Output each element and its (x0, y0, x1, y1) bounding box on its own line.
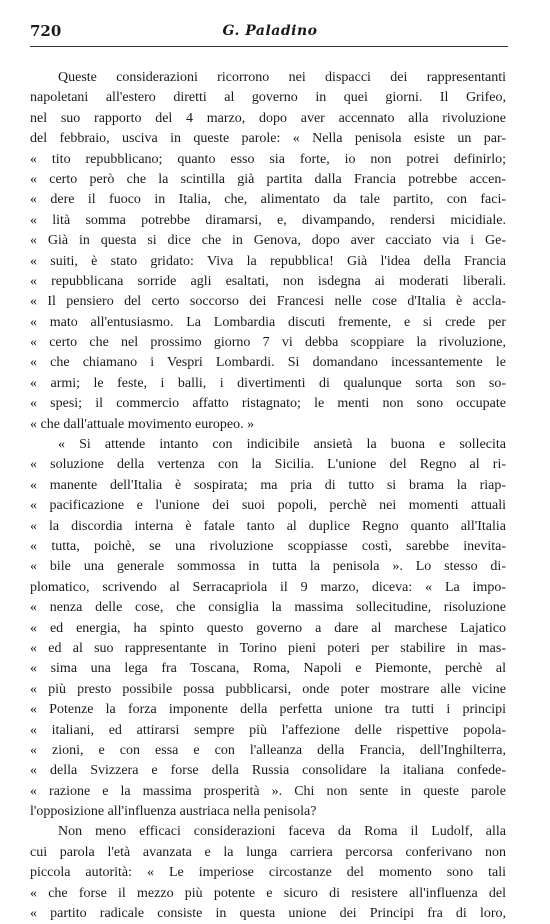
text-line: « italiani, ed attirarsi sempre più l'affezione delle rispettive popola- (30, 722, 506, 738)
text-line: del febbraio, usciva in queste parole: « Nella penisola esiste un par- (30, 131, 506, 147)
text-line: « manente dell'Italia è sospirata; ma pria di tutto si brama la riap- (30, 477, 506, 493)
text-line: « dere il fuoco in Italia, che, alimentato da tale partito, con faci- (30, 192, 506, 208)
text-line: plomatico, scrivendo al Serracapriola il 9 marzo, diceva: « La impo- (30, 579, 506, 595)
text-line: « lità somma potrebbe diramarsi, e, divampando, rendersi micidiale. (30, 212, 506, 228)
text-line: l'opposizione all'influenza austriaca nella penisola? (30, 804, 317, 820)
text-line: « tito repubblicano; quanto esso sia forte, io non potrei definirlo; (30, 151, 506, 167)
text-line: « Il pensiero del certo soccorso dei Francesi nelle cose d'Italia è accla- (30, 294, 506, 310)
text-line: « mato all'entusiasmo. La Lombardia discuti fremente, e si crede per (30, 314, 506, 330)
page-header (30, 22, 510, 44)
text-line: « razione e la massima prosperità ». Chi non sente in queste parole (30, 783, 506, 799)
text-line: « certo che nel prossimo giorno 7 vi debba scoppiare la rivoluzione, (30, 335, 506, 351)
text-line: « pacificazione e l'unione dei suoi popoli, perchè nei momenti attuali (30, 498, 506, 514)
text-line: cui parola l'età avanzata e la lunga carriera percorsa conferivano non (30, 844, 506, 860)
text-line: napoletani all'estero diretti al governo in quei giorni. Il Grifeo, (30, 90, 506, 106)
text-line: Queste considerazioni ricorrono nei dispacci dei rappresentanti (58, 70, 506, 85)
text-line: « bile una generale sommossa in tutta la penisola ». Lo stesso di- (30, 559, 506, 575)
text-line: « che dall'attuale movimento europeo. » (30, 416, 255, 432)
text-line: « ed al suo rappresentante in Torino pieni poteri per stabilire in mas- (30, 640, 506, 656)
text-line: « Potenze la forza imponente della perfetta unione tra tutti i principi (30, 702, 506, 718)
text-line: « zioni, e con essa e con l'alleanza della Francia, dell'Inghilterra, (30, 742, 506, 758)
text-line: « Si attende intanto con indicibile ansietà la buona e sollecita (58, 437, 506, 453)
text-line: « partito radicale consiste in questa unione dei Principi fra di loro, (30, 906, 506, 922)
text-line: « suiti, è stato gridato: Viva la repubblica! Già l'idea della Francia (30, 253, 506, 269)
text-line: « che forse il mezzo più potente e sicuro di resistere all'influenza del (30, 885, 506, 901)
text-line: « che chiamano i Vespri Lombardi. Si domandano incessantemente le (30, 355, 506, 371)
text-line: « la discordia interna è fatale tanto al duplice Regno quanto all'Italia (30, 518, 506, 534)
text-line: « repubblicana sorride agli esaltati, non isdegna ai moderati liberali. (30, 273, 506, 289)
text-line: « nenza delle cose, che consiglia la massima sollecitudine, risoluzione (30, 600, 506, 616)
text-line: Non meno efficaci considerazioni faceva da Roma il Ludolf, alla (58, 824, 506, 840)
text-line: « tutta, poichè, se una rivoluzione scoppiasse costì, sarebbe inevita- (30, 538, 506, 554)
text-line: « armi; le feste, i balli, i divertimenti di qualunque sorta son so- (30, 375, 506, 391)
text-line: « certo però che la scintilla già partita dalla Francia potrebbe accen- (30, 171, 506, 187)
text-line: « più presto possibile possa pubblicarsi, onde poter mostrare alle vicine (30, 681, 506, 697)
running-title: G. Paladino (222, 23, 318, 39)
text-line: « Già in questa si dice che in Genova, dopo aver cacciato via i Ge- (30, 233, 506, 249)
text-line: « della Svizzera e forse della Russia consolidare la italiana confede- (30, 763, 506, 779)
text-line: « ed energia, ha spinto questo governo a dare al marchese Lajatico (30, 620, 506, 636)
text-line: nel suo rapporto del 4 marzo, dopo aver accennato alla rivoluzione (30, 110, 506, 126)
body-text (30, 68, 506, 924)
header-rule (30, 46, 508, 47)
text-line: « soluzione della vertenza con la Sicilia. L'unione del Regno al ri- (30, 457, 506, 473)
text-line: « spesi; il commercio affatto ristagnato; le menti non sono occupate (30, 396, 506, 412)
text-line: « sima una lega fra Toscana, Roma, Napoli e Piemonte, perchè al (30, 661, 506, 677)
text-line: piccola autorità: « Le imperiose circostanze del momento sono tali (30, 865, 506, 881)
page-number: 720 (30, 22, 62, 40)
